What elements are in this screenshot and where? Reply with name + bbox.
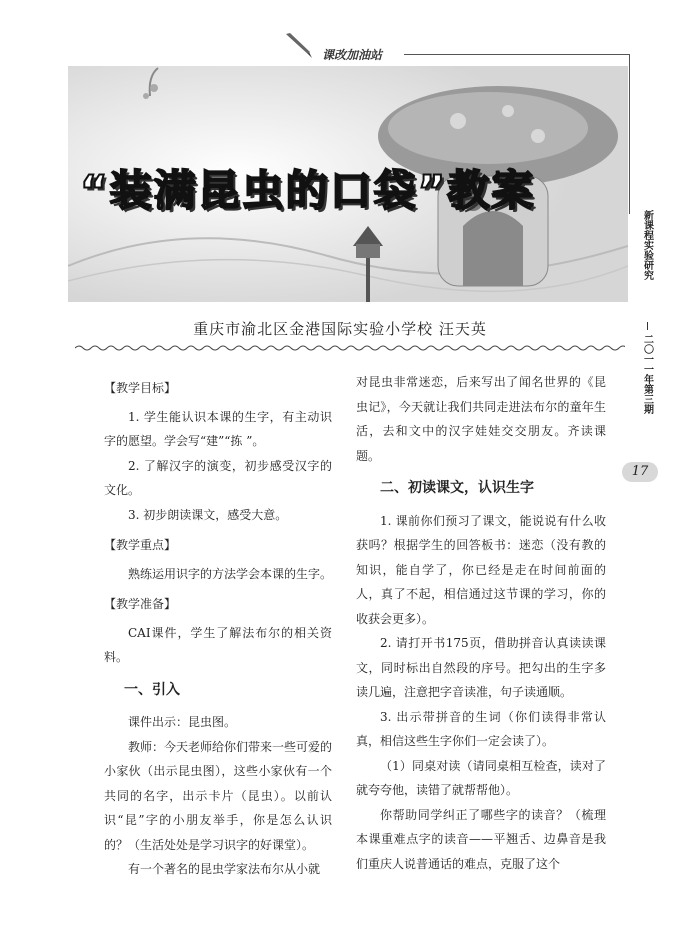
section-heading: 【教学准备】 [104,597,177,611]
paragraph: 对昆虫非常迷恋，后来写出了闻名世界的《昆虫记》，今天就让我们共同走进法布尔的童年生活，去和文中的汉字娃娃交交朋友。齐读课题。 [356,375,606,463]
header-rule [404,54,630,55]
pen-icon [282,30,320,60]
page-number: 17 [622,462,658,482]
left-column [104,370,332,882]
article-title: “装满昆虫的口袋”教案 [80,166,536,215]
journal-sidebar [636,210,658,283]
subsection-heading: 二、初读课文，认识生字 [380,480,534,496]
paragraph: 有一个著名的昆虫学家法布尔从小就 [128,862,321,876]
issue-sidebar [636,334,658,417]
journal-name: 新课程实验研究 [641,210,653,280]
paragraph: 你帮助同学纠正了哪些字的读音？（梳理本课重难点字的读音——平翘舌、边鼻音是我们重庆人说普通话的难点，克服了这个 [356,807,606,871]
paragraph: 2. 了解汉字的演变，初步感受汉字的文化。 [104,458,332,497]
paragraph: （1）同桌对读（请同桌相互检查，读对了就夸夸他，读错了就帮帮他）。 [356,758,606,797]
paragraph: 2. 请打开书175页，借助拼音认真读读课文，同时标出自然段的序号。把勾出的生字多读几遍，注意把字音读准，句子读通顺。 [356,636,606,699]
paragraph: 3. 出示带拼音的生词（你们读得非常认真，相信这些生字你们一定会读了）。 [356,709,606,748]
header-vertical-rule [629,54,630,214]
sidebar-rule [647,322,648,330]
paragraph: 熟练运用识字的方法学会本课的生字。 [128,566,333,581]
right-column [356,370,606,876]
subsection-heading: 一、引入 [124,681,180,698]
paragraph: 教师：今天老师给你们带来一些可爱的小家伙（出示昆虫图），这些小家伙有一个共同的名字，出示卡片（昆虫）。以前认识“昆”字的小朋友举手，你是怎么认识的？（生活处处是学习识字的好课堂）。 [104,739,333,852]
wavy-divider [75,344,625,352]
section-heading: 【教学目标】 [104,381,177,395]
paragraph: 3. 初步朗读课文，感受大意。 [128,507,288,522]
issue-label: 二〇一一年第三期 [641,334,653,414]
paragraph: CAI课件，学生了解法布尔的相关资料。 [104,625,332,664]
paragraph: 1. 课前你们预习了课文，能说说有什么收获吗？根据学生的回答板书：迷恋（没有教的知识，能自学了，你已经是走在时间前面的人，真了不起，相信通过这节课的学习，你的收获会更多）。 [356,513,606,626]
author-line: 重庆市渝北区金港国际实验小学校 汪天英 [193,320,487,338]
column-tag: 课改加油站 [322,48,383,62]
paragraph: 课件出示：昆虫图。 [128,715,237,729]
section-heading: 【教学重点】 [104,538,177,552]
paragraph: 1. 学生能认识本课的生字，有主动识字的愿望。学会写“建”“拣 ”。 [104,409,332,448]
